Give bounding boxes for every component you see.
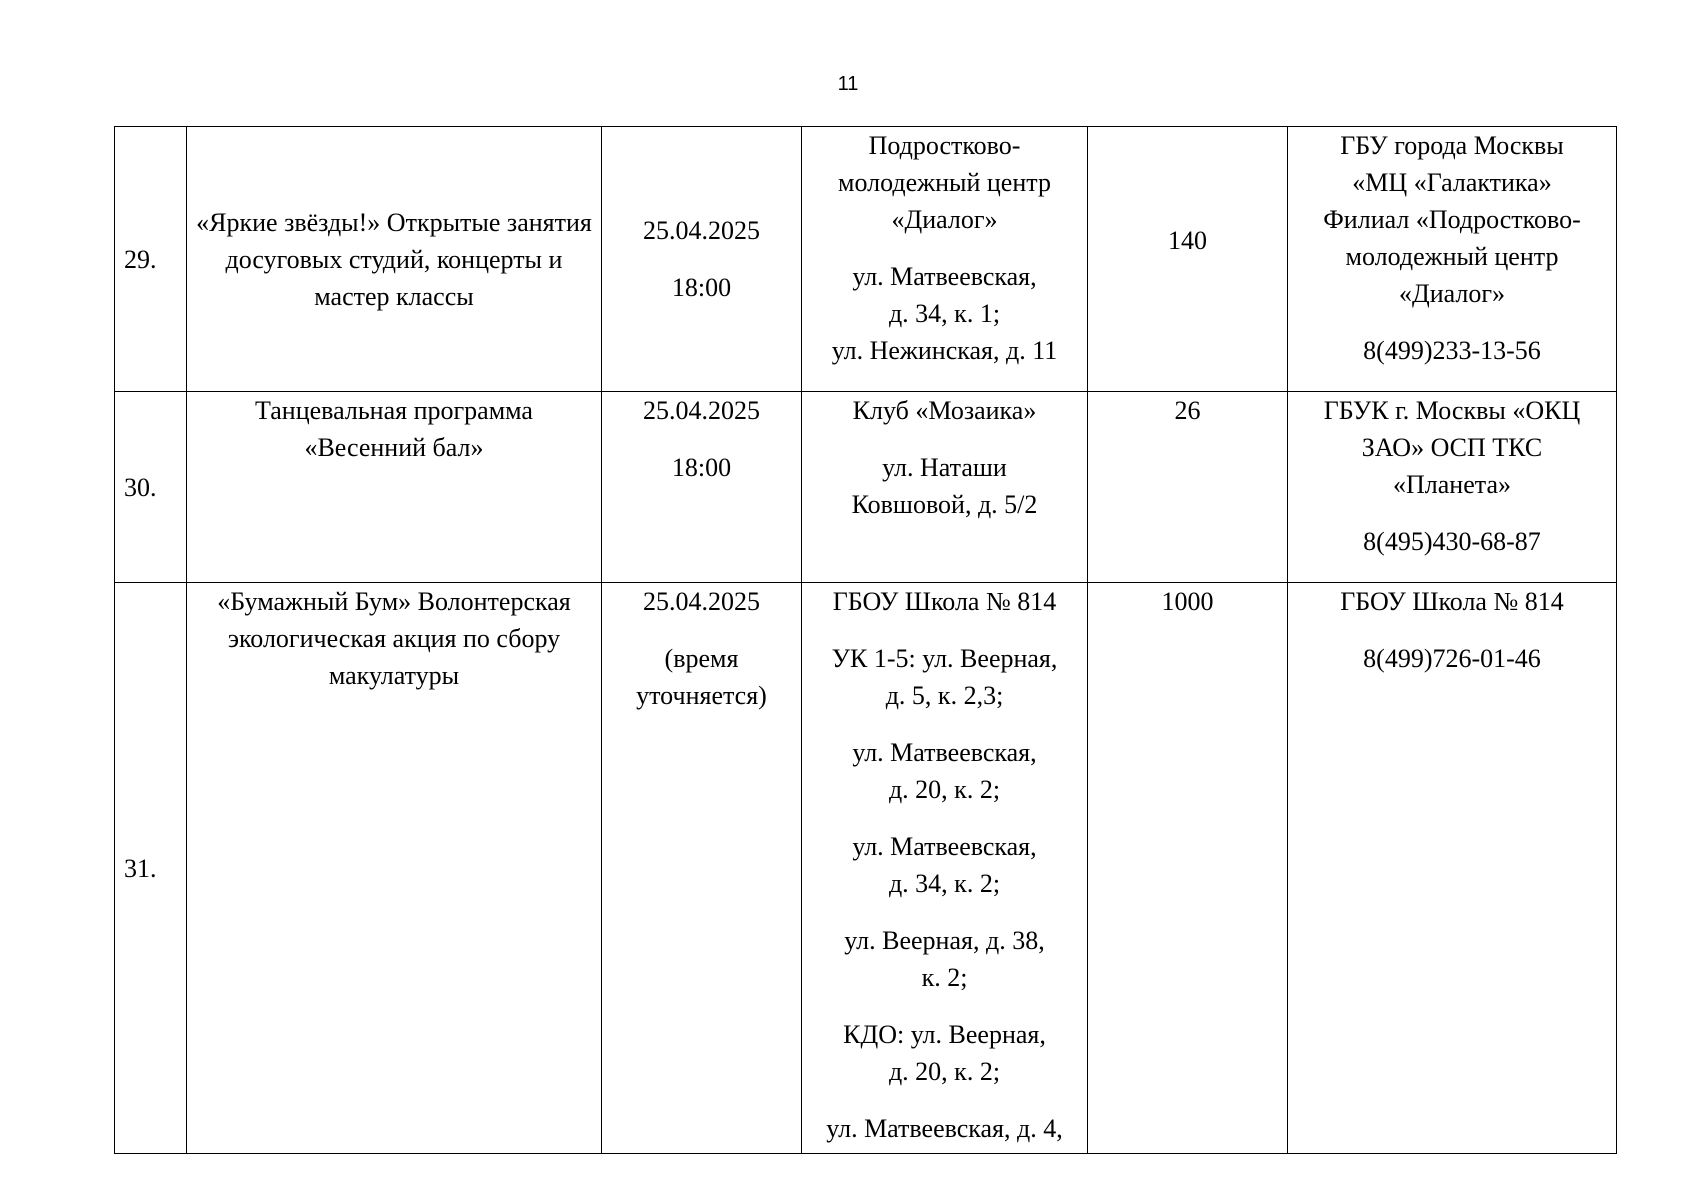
place-name-line: Подростково- xyxy=(868,131,1021,160)
place-address-line: ул. Матвеевская, xyxy=(852,832,1037,861)
organizer-line: молодежный центр xyxy=(1345,242,1559,271)
organizer-line: «Планета» xyxy=(1393,470,1511,499)
organizer-line: ЗАО» ОСП ТКС xyxy=(1361,433,1543,462)
event-name xyxy=(187,583,602,1154)
place-address-line: ул. Нежинская, д. 11 xyxy=(831,336,1058,365)
event-name-text: «Яркие звёзды!» Открытые занятия досуговых студий, концерты и мастер классы xyxy=(196,207,592,311)
table-row xyxy=(115,583,1617,1154)
participants-count xyxy=(1088,127,1288,392)
event-name-text: Танцевальная программа «Весенний бал» xyxy=(255,396,533,462)
organizer-phone: 8(499)726-01-46 xyxy=(1363,644,1541,673)
event-name-text: «Бумажный Бум» Волонтерская экологическая акция по сбору макулатуры xyxy=(217,587,571,690)
place-address-line: д. 34, к. 1; xyxy=(888,299,1001,328)
participants-count xyxy=(1088,583,1288,1154)
participants-count xyxy=(1088,392,1288,583)
organizer-line: Филиал «Подростково- xyxy=(1323,205,1581,234)
place-address-line: ул. Матвеевская, xyxy=(852,738,1037,767)
place-address-line: КДО: ул. Веерная, xyxy=(843,1020,1046,1049)
participants-count-text: 1000 xyxy=(1161,587,1214,616)
events-table xyxy=(114,126,1617,1154)
place-address-line: ул. Матвеевская, xyxy=(852,262,1037,291)
event-date: 25.04.2025 xyxy=(643,396,760,425)
participants-count-text: 140 xyxy=(1168,226,1207,255)
page-number: 11 xyxy=(837,73,859,95)
event-date: 25.04.2025 xyxy=(643,216,760,245)
event-name xyxy=(187,392,602,583)
place-name-line: «Диалог» xyxy=(891,205,998,234)
participants-count-text: 26 xyxy=(1174,396,1201,425)
organizer-phone: 8(495)430-68-87 xyxy=(1363,527,1541,556)
place-address-line: ул. Наташи xyxy=(882,453,1007,482)
event-place xyxy=(802,127,1088,392)
table-row xyxy=(115,392,1617,583)
event-datetime xyxy=(602,127,802,392)
place-address-line: д. 20, к. 2; xyxy=(888,1057,1001,1086)
place-address-line: д. 34, к. 2; xyxy=(888,869,1001,898)
event-time: уточняется) xyxy=(636,681,767,710)
row-number: 30. xyxy=(115,392,187,583)
event-name xyxy=(187,127,602,392)
event-place xyxy=(802,392,1088,583)
place-address-line: УК 1-5: ул. Веерная, xyxy=(831,644,1058,673)
table-row xyxy=(115,127,1617,392)
organizer-phone: 8(499)233-13-56 xyxy=(1363,336,1541,365)
row-number: 31. xyxy=(115,583,187,1154)
place-name-line: молодежный центр xyxy=(838,168,1051,197)
place-name-line: Клуб «Мозаика» xyxy=(852,396,1037,425)
organizer-line: ГБОУ Школа № 814 xyxy=(1340,587,1564,616)
organizer xyxy=(1288,127,1617,392)
event-date: 25.04.2025 xyxy=(643,587,760,616)
organizer-line: ГБУ города Москвы xyxy=(1340,131,1564,160)
organizer-line: «МЦ «Галактика» xyxy=(1352,168,1552,197)
organizer-line: «Диалог» xyxy=(1398,279,1506,308)
organizer xyxy=(1288,392,1617,583)
place-name-line: ГБОУ Школа № 814 xyxy=(832,587,1057,616)
organizer-line: ГБУК г. Москвы «ОКЦ xyxy=(1323,396,1581,425)
place-address-line: ул. Веерная, д. 38, xyxy=(844,926,1045,955)
organizer xyxy=(1288,583,1617,1154)
event-time: (время xyxy=(664,644,739,673)
row-number: 29. xyxy=(115,127,187,392)
place-address-line: ул. Матвеевская, д. 4, xyxy=(826,1114,1063,1143)
place-address-line: к. 2; xyxy=(921,963,968,992)
place-address-line: д. 5, к. 2,3; xyxy=(885,681,1004,710)
event-datetime xyxy=(602,583,802,1154)
event-datetime xyxy=(602,392,802,583)
event-time: 18:00 xyxy=(671,453,732,482)
place-address-line: Ковшовой, д. 5/2 xyxy=(851,490,1038,519)
place-address-line: д. 20, к. 2; xyxy=(888,775,1001,804)
event-time: 18:00 xyxy=(671,273,732,302)
event-place xyxy=(802,583,1088,1154)
